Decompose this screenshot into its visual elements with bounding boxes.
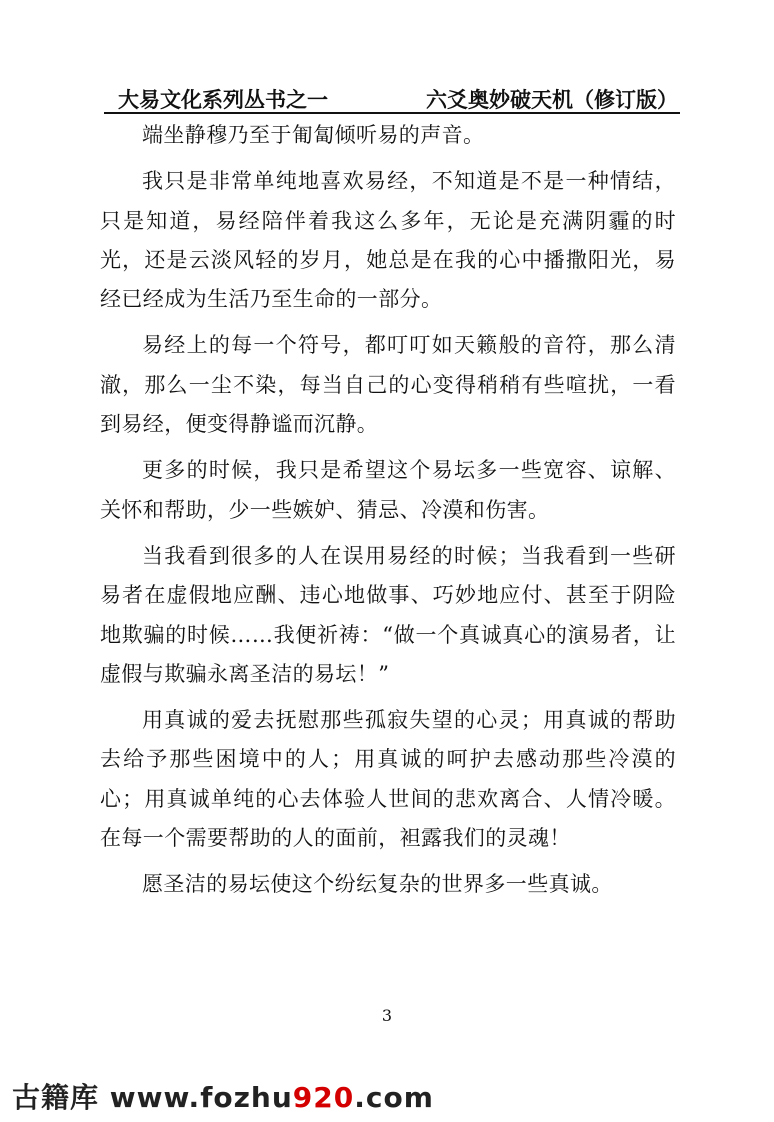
paragraph-3: 易经上的每一个符号，都叮叮如天籁般的音符，那么清澈，那么一尘不染，每当自己的心变得稍稍有些喧扰，一看到易经，便变得静谧而沉静。 — [100, 333, 676, 437]
paragraph-6: 用真诚的爱去抚慰那些孤寂失望的心灵；用真诚的帮助去给予那些困境中的人；用真诚的呵护去感动那些冷漠的心；用真诚单纯的心去体验人世间的悲欢离合、人情冷暖。在每一个需要帮助的人的面前，袒露我们的灵魂！ — [100, 708, 676, 851]
series-title: 大易文化系列丛书之一 — [118, 88, 328, 112]
paragraph-5: 当我看到很多的人在误用易经的时候；当我看到一些研易者在虚假地应酬、违心地做事、巧妙地应付、甚至于阴险地欺骗的时候……我便祈祷：“做一个真诚真心的演易者，让虚假与欺骗永离圣洁的易坛！” — [100, 543, 676, 686]
watermark-number: 920 — [292, 1081, 355, 1114]
watermark-prefix: 古籍库 www.fozhu — [12, 1081, 293, 1114]
running-header — [104, 84, 680, 114]
body-text — [100, 116, 676, 912]
page-number: 3 — [381, 1006, 393, 1025]
paragraph-1: 端坐静穆乃至于匍匐倾听易的声音。 — [142, 123, 485, 147]
paragraph-2: 我只是非常单纯地喜欢易经，不知道是不是一种情结，只是知道，易经陪伴着我这么多年，无论是充满阴霾的时光，还是云淡风轻的岁月，她总是在我的心中播撒阳光，易经已经成为生活乃至生命的一部分。 — [100, 169, 676, 312]
watermark-suffix: .com — [354, 1081, 434, 1114]
paragraph-7: 愿圣洁的易坛使这个纷纭复杂的世界多一些真诚。 — [142, 872, 613, 897]
book-title: 六爻奥妙破天机（修订版） — [426, 88, 678, 112]
paragraph-4: 更多的时候，我只是希望这个易坛多一些宽容、谅解、关怀和帮助，少一些嫉妒、猜忌、冷漠和伤害。 — [100, 458, 676, 522]
site-watermark — [12, 1076, 434, 1116]
